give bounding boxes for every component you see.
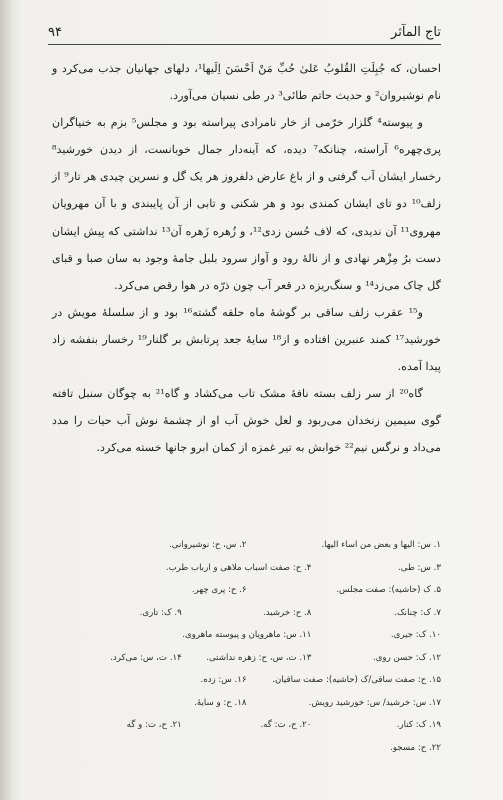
footnote: ۲۲. ح: مسجو. <box>390 742 441 753</box>
footnote: ۱۳. ت، س، ح: زهره نداشتی. <box>206 652 312 663</box>
footnote: ۱. س: الیها و بعض من اساء الیها. <box>321 540 441 550</box>
paragraph: و¹⁵ عقرب زلف ساقی بر گوشهٔ ماه حلقه گشته¹⁶ بود و از سلسلهٔ مویش در خورشید¹⁷ کمند عنبرین افتاده و از¹⁸ سایهٔ جعد پرتابش بر گلنار¹⁹ رخسار بنفشه زاد پیدا آمده. <box>52 305 441 374</box>
footnote: ۲. س، ح: نوشیروانی. <box>169 540 247 550</box>
main-text <box>52 55 441 461</box>
header-page-number: ۹۴ <box>48 25 62 40</box>
footnote: ۲۰. ح، ت: گه. <box>260 720 312 730</box>
footnote-row <box>52 557 441 580</box>
footnote: ۲۱. ح، ت: و گه <box>126 720 182 730</box>
page-gutter-shadow <box>0 0 22 800</box>
footnote-row <box>52 737 441 760</box>
footnote: ۹. ک: تاری. <box>139 607 182 618</box>
footnote: ۷. ک: چنانک. <box>394 607 441 618</box>
header-rule <box>48 44 441 45</box>
footnote: ۶. ح: پری چهر. <box>191 585 247 595</box>
footnote: ۱۷. س: خرشید/ س: خورشید رویش. <box>308 697 441 708</box>
footnotes <box>52 534 441 759</box>
footnote-row <box>52 579 441 602</box>
footnote: ۱۲. ک: حسن روی. <box>372 652 441 663</box>
running-header <box>48 16 441 40</box>
footnote: ۱۶. س: زده. <box>200 675 247 685</box>
footnote-row <box>52 692 441 715</box>
footnote-row <box>52 647 441 670</box>
paragraph: گاه²⁰ از سر زلف بسته نافهٔ مشک تاب می‌کشاد و گاه²¹ به چوگان سنبل تافته گوی سیمین زنخدان می‌ربود و لعل خوش آب او از چشمهٔ نوش آب حیات را مدد می‌داد و نرگس نیم²² خوابش به تیر غمزه از کمان ابرو جانها خسته می‌کرد. <box>52 387 441 455</box>
footnote: ۱۱. س: ماهرویان و پیوسته ماهروی. <box>182 630 312 640</box>
footnote-row <box>52 624 441 647</box>
footnote-row <box>52 714 441 737</box>
footnote-row <box>52 534 441 557</box>
footnote: ۱۴. ت، س: می‌کرد. <box>110 652 182 663</box>
footnote-row <box>52 602 441 625</box>
paragraph: و پیوسته⁴ گلزار خرّمی از خار نامرادی پیراسته بود و مجلس⁵ بزم به خنیاگران پری‌چهره⁶ آراسته، چنانکه⁷ دیده، که آینه‌دار جمال خوبانست، از دیدن خورشید⁸ رخسار ایشان آب گرفتی و از باغ عارض دلفروز هر یک گل و نسرین چیدی هر تار⁹ از زلف¹⁰ دو تای ایشان کمندی بود و هر شکنی و تابی از آن پایبندی و با آن مهرویان مهروی¹¹ آن ندیدی، که لاف حُسن زدی¹²، و زُهره زَهره آن¹³ نداشتی که پیش ایشان دست برُ مِزْهر نهادی و از نالهٔ رود و آواز سرود بلبل جامهٔ وجود به سان صبا و قبای گل چاک می‌زد¹⁴ و سنگ‌ریزه در قعر آب چون ذرّه در هوا رقص می‌کرد. <box>52 116 441 292</box>
footnote: ۱۹. ک: کنار. <box>396 720 441 730</box>
footnote: ۱۸. ح: و سایهٔ. <box>194 697 247 708</box>
paragraph: احسان، که جُبِلَتِ القُلوبُ عَلیٰ حُبِّ مَنْ اَحْسَنَ اِلَیها¹، دلهای جهانیان جذب می‌کرد و نام نوشیروان² و حدیث حاتم طائی³ در طی نسیان می‌آورد. <box>52 62 441 103</box>
footnote: ۱۵. ح: صفت ساقی/ک (حاشیه): صفت ساقیان. <box>272 675 441 685</box>
footnote: ۸. ح: خرشید. <box>263 607 312 618</box>
footnote: ۱۰. ک: جیری. <box>390 630 441 640</box>
footnote-row <box>52 669 441 692</box>
footnote: ۳. س: طی. <box>398 562 441 573</box>
footnote: ۵. ک (حاشیه): صفت مجلس. <box>336 585 441 595</box>
footnote: ۴. ح: صفت اسباب ملاهی و ارباب طرب. <box>165 562 312 573</box>
header-title: تاج المآثر <box>391 25 441 40</box>
